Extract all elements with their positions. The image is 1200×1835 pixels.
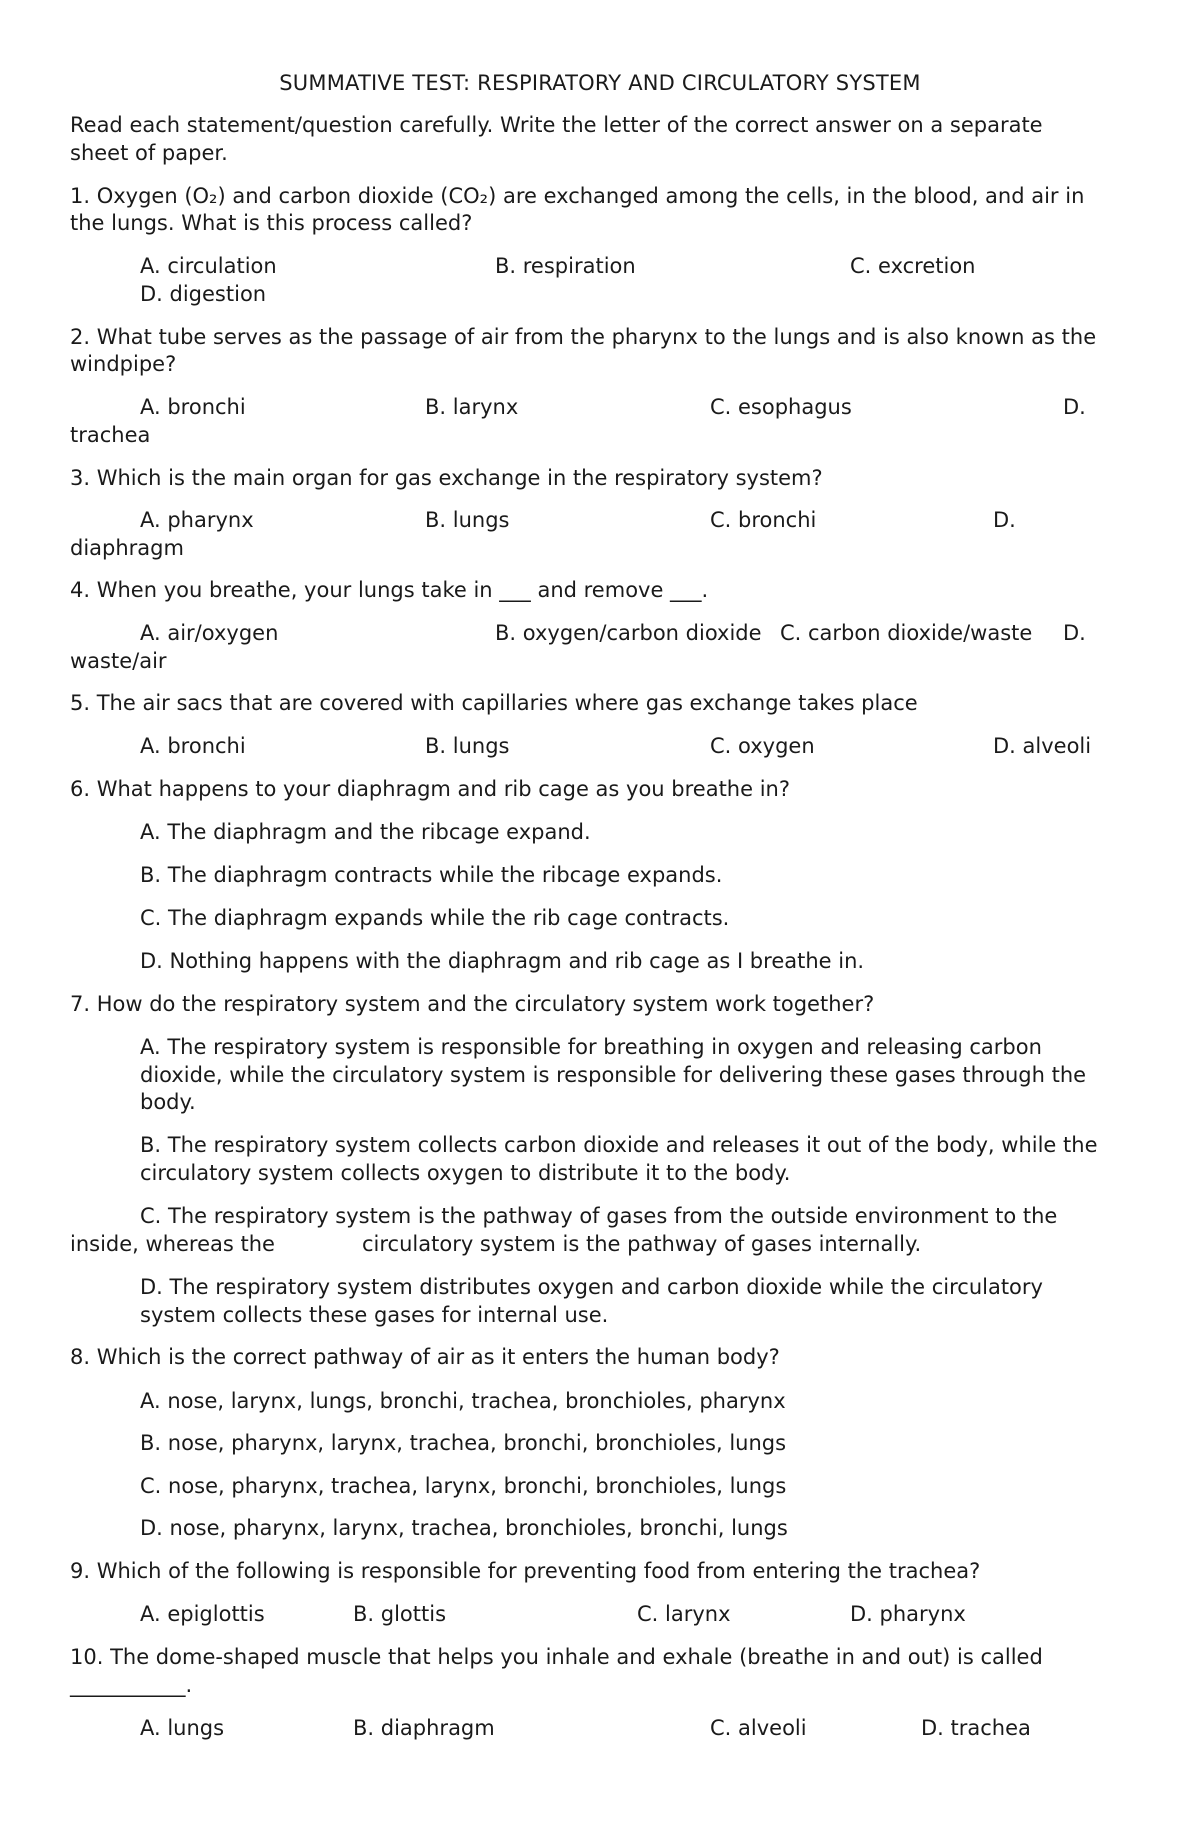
question-7-option-a-line-1: A. The respiratory system is responsible for breathing in oxygen and releasing carbon [140, 1035, 1042, 1059]
question-8-text: 8. Which is the correct pathway of air as it enters the human body? [70, 1345, 780, 1369]
question-1-text-cont: the lungs. What is this process called? [70, 211, 473, 235]
question-8-option-d: D. nose, pharynx, larynx, trachea, bronchioles, bronchi, lungs [140, 1516, 788, 1540]
question-9-text: 9. Which of the following is responsible for preventing food from entering the trachea? [70, 1559, 981, 1583]
question-6-option-b: B. The diaphragm contracts while the ribcage expands. [140, 863, 723, 887]
question-2-option-a: A. bronchi [140, 395, 246, 419]
question-4-option-d-text: waste/air [70, 649, 167, 673]
question-7-option-d-line-2: system collects these gases for internal use. [140, 1303, 609, 1327]
question-5-option-b: B. lungs [425, 734, 510, 758]
question-7-option-d-line-1: D. The respiratory system distributes oxygen and carbon dioxide while the circulatory [140, 1275, 1043, 1299]
question-4-option-c: C. carbon dioxide/waste [780, 621, 1033, 645]
question-2-text: 2. What tube serves as the passage of air from the pharynx to the lungs and is also known as the [70, 325, 1097, 349]
question-3-option-c: C. bronchi [710, 508, 817, 532]
question-6-option-a: A. The diaphragm and the ribcage expand. [140, 820, 591, 844]
question-3-option-d-letter: D. [993, 508, 1016, 532]
question-7-option-a-line-2: dioxide, while the circulatory system is responsible for delivering these gases through the [140, 1063, 1087, 1087]
question-3-text: 3. Which is the main organ for gas exchange in the respiratory system? [70, 466, 823, 490]
question-4-text: 4. When you breathe, your lungs take in ___ and remove ___. [70, 578, 709, 602]
question-6-option-c: C. The diaphragm expands while the rib cage contracts. [140, 906, 730, 930]
question-6-option-d: D. Nothing happens with the diaphragm and rib cage as I breathe in. [140, 949, 865, 973]
question-1-option-c: C. excretion [850, 254, 976, 278]
question-1-text: 1. Oxygen (O₂) and carbon dioxide (CO₂) are exchanged among the cells, in the blood, and air in [70, 184, 1085, 208]
question-10-option-c: C. alveoli [710, 1716, 807, 1740]
question-4-option-d-letter: D. [1063, 621, 1086, 645]
question-4-option-a: A. air/oxygen [140, 621, 279, 645]
question-8-option-b: B. nose, pharynx, larynx, trachea, bronchi, bronchioles, lungs [140, 1431, 787, 1455]
question-7-option-c-line-1: C. The respiratory system is the pathway of gases from the outside environment to the [140, 1204, 1058, 1228]
question-3-option-b: B. lungs [425, 508, 510, 532]
question-10-option-b: B. diaphragm [353, 1716, 495, 1740]
question-4-option-b: B. oxygen/carbon dioxide [495, 621, 762, 645]
question-2-text-cont: windpipe? [70, 352, 177, 376]
question-9-option-b: B. glottis [353, 1602, 447, 1626]
question-5-option-d: D. alveoli [993, 734, 1092, 758]
question-1-option-a: A. circulation [140, 254, 277, 278]
question-7-option-c-line-2b: circulatory system is the pathway of gases internally. [362, 1232, 922, 1256]
question-1-option-b: B. respiration [495, 254, 636, 278]
question-8-option-c: C. nose, pharynx, trachea, larynx, bronchi, bronchioles, lungs [140, 1474, 787, 1498]
question-7-option-a-line-3: body. [140, 1090, 196, 1114]
question-10-blank: ___________. [70, 1673, 193, 1697]
question-8-option-a: A. nose, larynx, lungs, bronchi, trachea, bronchioles, pharynx [140, 1389, 786, 1413]
question-7-option-b-line-1: B. The respiratory system collects carbon dioxide and releases it out of the body, while the [140, 1133, 1098, 1157]
question-7-option-c-line-2a: inside, whereas the [70, 1232, 275, 1256]
question-2-option-d-text: trachea [70, 423, 151, 447]
question-2-option-b: B. larynx [425, 395, 519, 419]
question-3-option-d-text: diaphragm [70, 536, 184, 560]
instructions-line-2: sheet of paper. [70, 141, 228, 165]
question-2-option-c: C. esophagus [710, 395, 852, 419]
question-2-option-d-letter: D. [1063, 395, 1086, 419]
page-title: SUMMATIVE TEST: RESPIRATORY AND CIRCULATORY SYSTEM [279, 71, 921, 95]
question-9-option-d: D. pharynx [850, 1602, 966, 1626]
question-5-option-a: A. bronchi [140, 734, 246, 758]
question-7-option-b-line-2: circulatory system collects oxygen to distribute it to the body. [140, 1161, 791, 1185]
question-10-option-d: D. trachea [921, 1716, 1031, 1740]
question-5-text: 5. The air sacs that are covered with capillaries where gas exchange takes place [70, 691, 918, 715]
question-9-option-c: C. larynx [637, 1602, 731, 1626]
instructions-line-1: Read each statement/question carefully. Write the letter of the correct answer on a separate [70, 113, 1043, 137]
question-5-option-c: C. oxygen [710, 734, 815, 758]
question-3-option-a: A. pharynx [140, 508, 254, 532]
question-9-option-a: A. epiglottis [140, 1602, 265, 1626]
question-10-option-a: A. lungs [140, 1716, 225, 1740]
question-6-text: 6. What happens to your diaphragm and rib cage as you breathe in? [70, 777, 790, 801]
question-1-option-d: D. digestion [140, 282, 267, 306]
question-10-text: 10. The dome-shaped muscle that helps you inhale and exhale (breathe in and out) is called [70, 1645, 1043, 1669]
question-7-text: 7. How do the respiratory system and the circulatory system work together? [70, 992, 875, 1016]
